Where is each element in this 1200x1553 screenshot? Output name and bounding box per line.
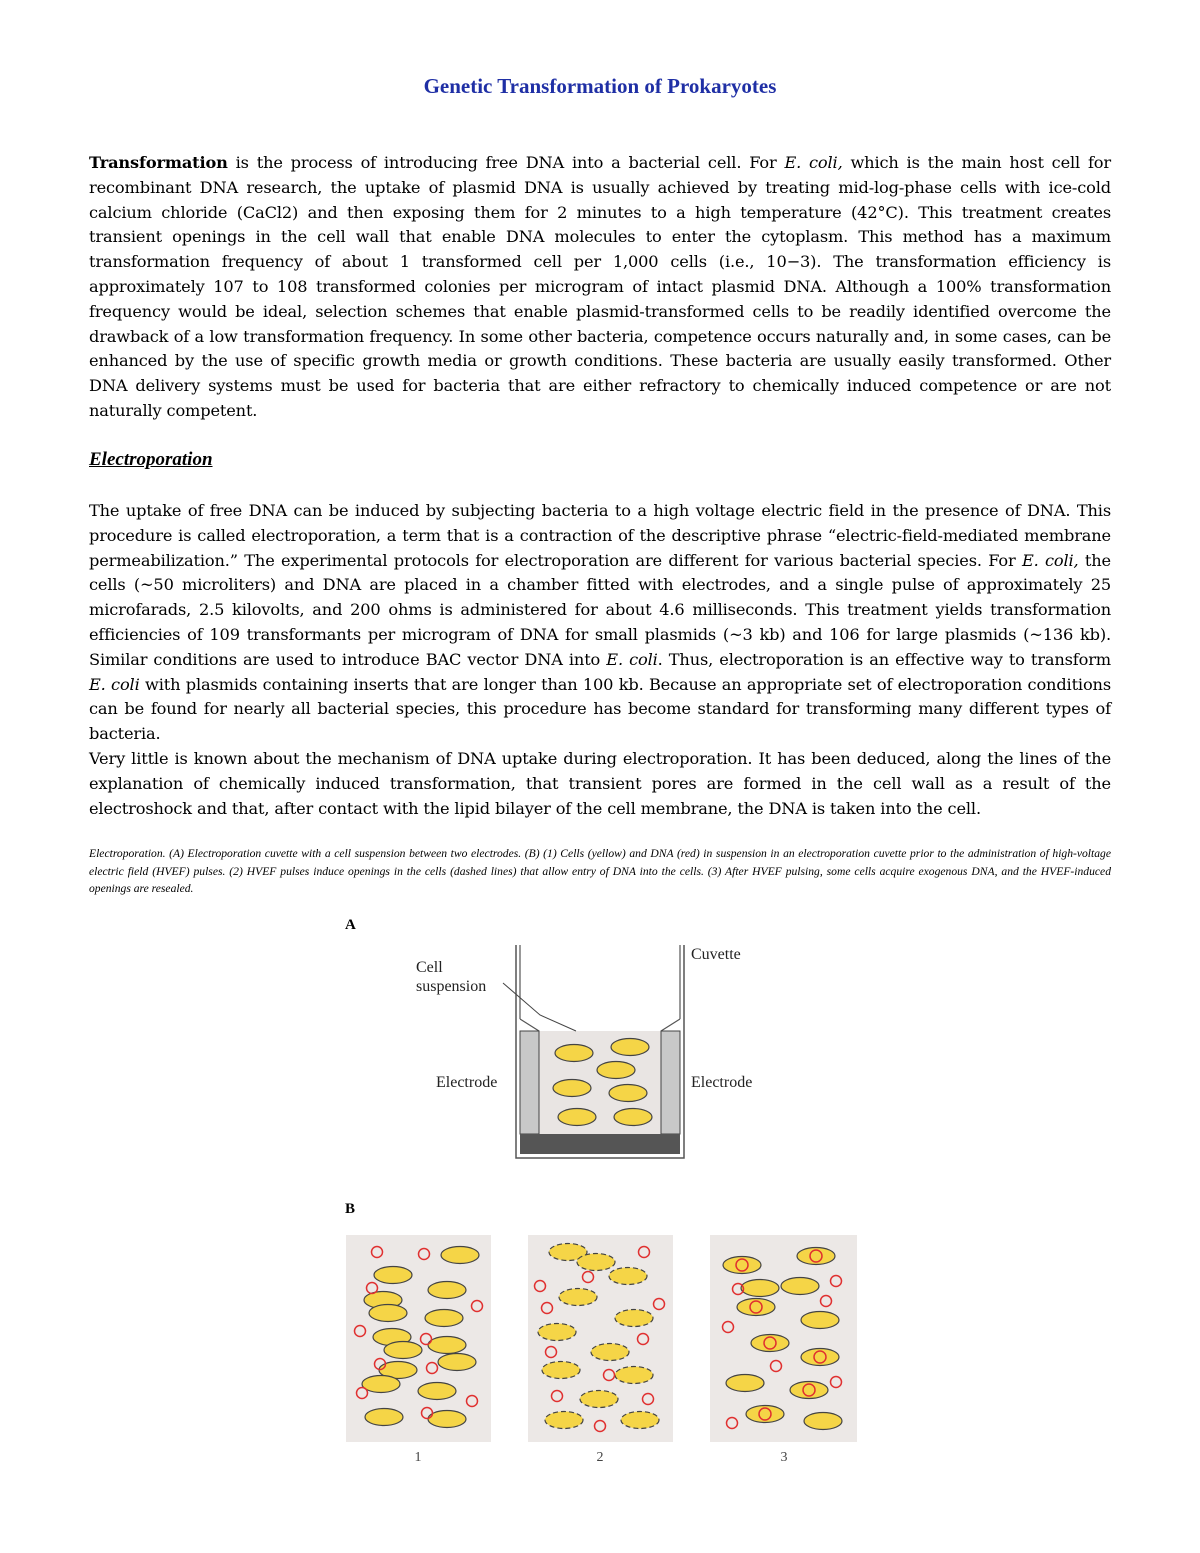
cell <box>428 1411 466 1428</box>
cell <box>384 1342 422 1359</box>
cell <box>781 1278 819 1295</box>
mechanism-paragraph: Very little is known about the mechanism of DNA uptake during electroporation. It has been deduced, along the lines of the explanation of chemically induced transformation, that transient pores are formed in the cell wall as a result of the electroshock and that, after contact with the lipid bilayer of the cell membrane, the DNA is taken into the cell. <box>89 749 1111 818</box>
panel-1-background <box>346 1235 491 1442</box>
cell <box>362 1376 400 1393</box>
cell <box>591 1344 629 1361</box>
cell <box>542 1362 580 1379</box>
figure-caption: Electroporation. (A) Electroporation cuvette with a cell suspension between two electrodes. (B) (1) Cells (yellow) and DNA (red) in suspension in an electroporation cuvette prior to the administration of high-voltage electric field (HVEF) pulses. (2) HVEF pulses induce openings in the cells (dashed lines) that allow entry of DNA into the cells. (3) After HVEF pulsing, some cells acquire exogenous DNA, and the HVEF-induced openings are resealed. <box>89 847 1111 895</box>
cell <box>428 1282 466 1299</box>
cell <box>558 1109 596 1126</box>
cell <box>577 1254 615 1271</box>
cell <box>614 1109 652 1126</box>
cell <box>801 1312 839 1329</box>
term-transformation: Transformation <box>89 153 228 172</box>
cell <box>726 1375 764 1392</box>
cell <box>559 1289 597 1306</box>
cell <box>425 1310 463 1327</box>
cell <box>621 1412 659 1429</box>
cell <box>438 1354 476 1371</box>
electrode-left <box>520 1031 539 1134</box>
panel-3-number: 3 <box>780 1450 788 1465</box>
cell <box>441 1247 479 1264</box>
panel-2-number: 2 <box>596 1450 604 1465</box>
cell <box>611 1039 649 1056</box>
intro-paragraph: Transformation is the process of introducing free DNA into a bacterial cell. For E. coli, which is the main host cell for recombinant DNA research, the uptake of plasmid DNA is usually achieved by treating mid-log-phase cells with ice-cold calcium chloride (CaCl2) and then exposing them for 2 minutes to a high temperature (42°C). This treatment creates transient openings in the cell wall that enable DNA molecules to enter the cytoplasm. This method has a maximum transformation frequency of about 1 transformed cell per 1,000 cells (i.e., 10−3). The transformation efficiency is approximately 107 to 108 transformed colonies per microgram of intact plasmid DNA. Although a 100% transformation frequency would be ideal, selection schemes that enable plasmid-transformed cells to be readily identified overcome the drawback of a low transformation frequency. In some other bacteria, competence occurs naturally and, in some cases, can be enhanced by the use of specific growth media or growth conditions. These bacteria are usually easily transformed. Other DNA delivery systems must be used for bacteria that are either refractory to chemically induced competence or are not naturally competent. <box>89 153 1111 420</box>
panel-1-number: 1 <box>414 1450 422 1465</box>
cell <box>741 1280 779 1297</box>
cell <box>553 1080 591 1097</box>
label-cuvette: Cuvette <box>691 946 741 963</box>
label-electrode-right: Electrode <box>691 1074 753 1091</box>
label-cell: Cell <box>416 959 443 976</box>
page-title: Genetic Transformation of Prokaryotes <box>423 74 777 98</box>
cell <box>597 1062 635 1079</box>
cell <box>609 1085 647 1102</box>
cell <box>374 1267 412 1284</box>
cell <box>609 1268 647 1285</box>
cell <box>538 1324 576 1341</box>
label-electrode-left: Electrode <box>436 1074 498 1091</box>
figure-label-b: B <box>345 1201 356 1217</box>
cell <box>369 1305 407 1322</box>
cell <box>580 1391 618 1408</box>
cell <box>555 1045 593 1062</box>
cell <box>365 1409 403 1426</box>
cell <box>428 1337 466 1354</box>
cuvette-diagram <box>503 945 684 1158</box>
cell <box>615 1310 653 1327</box>
cell-suspension-pointer <box>503 983 576 1031</box>
electroporation-paragraph: The uptake of free DNA can be induced by subjecting bacteria to a high voltage electric field in the presence of DNA. This procedure is called electroporation, a term that is a contraction of the descriptive phrase “electric-field-mediated membrane permeabilization.” The experimental protocols for electroporation are different for various bacterial species. For E. coli, the cells (~50 microliters) and DNA are placed in a chamber fitted with electrodes, and a single pulse of approximately 25 microfarads, 2.5 kilovolts, and 200 ohms is administered for about 4.6 milliseconds. This treatment yields transformation efficiencies of 109 transformants per microgram of DNA for small plasmids (~3 kb) and 106 for large plasmids (~136 kb). Similar conditions are used to introduce BAC vector DNA into E. coli. Thus, electroporation is an effective way to transform E. coli with plasmids containing inserts that are longer than 100 kb. Because an appropriate set of electroporation conditions can be found for nearly all bacterial species, this procedure has become standard for transforming many different types of bacteria. <box>89 501 1111 744</box>
cell <box>418 1383 456 1400</box>
cuvette-base <box>520 1134 680 1154</box>
figure-label-a: A <box>345 917 356 933</box>
cell <box>615 1367 653 1384</box>
label-suspension: suspension <box>416 978 487 995</box>
cell <box>545 1412 583 1429</box>
electrode-right <box>661 1031 680 1134</box>
section-heading-electroporation: Electroporation <box>89 449 213 470</box>
cell <box>804 1413 842 1430</box>
